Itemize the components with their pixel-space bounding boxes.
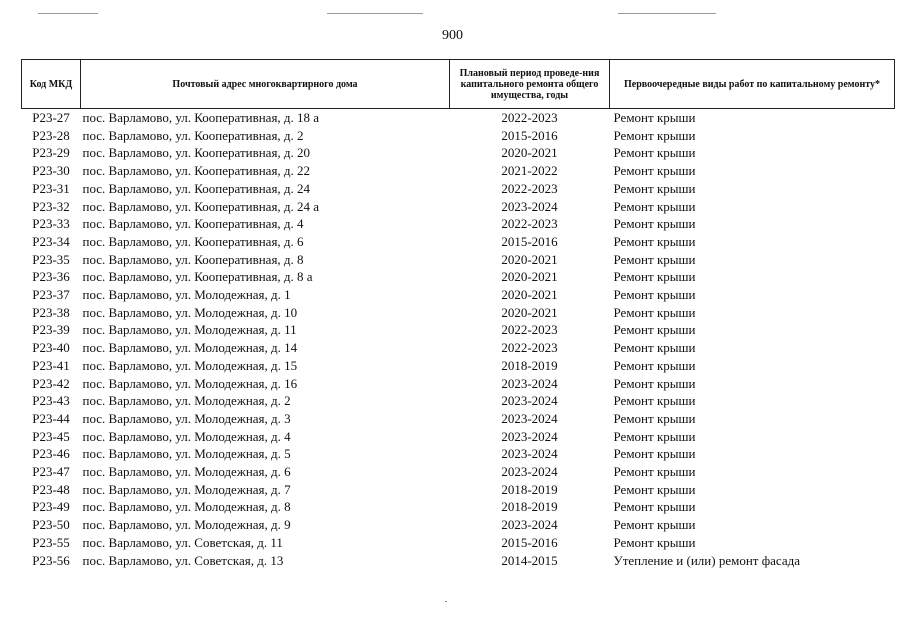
cell-work: Ремонт крыши	[613, 198, 696, 214]
cell-work: Ремонт крыши	[613, 446, 696, 462]
repair-schedule-table-wrapper	[21, 59, 894, 569]
cell-code: Р23-41	[32, 357, 70, 373]
table-row	[22, 516, 895, 534]
header-work: Первоочередные виды работ по капитальному ремонту*	[610, 60, 895, 109]
cell-period: 2020-2021	[501, 145, 558, 161]
cell-work: Ремонт крыши	[613, 145, 696, 161]
cell-period: 2023-2024	[501, 464, 558, 480]
cell-address: пос. Варламово, ул. Молодежная, д. 15	[82, 357, 298, 373]
cell-work: Ремонт крыши	[613, 375, 696, 391]
table-row	[22, 357, 895, 375]
cell-code: Р23-35	[32, 251, 70, 267]
cell-address: пос. Варламово, ул. Советская, д. 13	[82, 552, 284, 568]
table-row	[22, 127, 895, 145]
cell-address: пос. Варламово, ул. Молодежная, д. 6	[82, 464, 291, 480]
table-row	[22, 144, 895, 162]
cell-code: Р23-40	[32, 340, 70, 356]
cell-work: Ремонт крыши	[613, 464, 696, 480]
cell-address: пос. Варламово, ул. Кооперативная, д. 6	[82, 233, 304, 249]
cell-work: Ремонт крыши	[613, 357, 696, 373]
cell-code: Р23-44	[32, 410, 70, 426]
cell-code: Р23-36	[32, 269, 70, 285]
scan-artifact-right	[618, 13, 716, 14]
cell-code: Р23-31	[32, 180, 70, 196]
cell-work: Ремонт крыши	[613, 216, 696, 232]
table-row	[22, 445, 895, 463]
cell-address: пос. Варламово, ул. Кооперативная, д. 22	[82, 163, 311, 179]
cell-work: Ремонт крыши	[613, 287, 696, 303]
cell-work: Ремонт крыши	[613, 251, 696, 267]
cell-period: 2015-2016	[501, 534, 558, 550]
cell-work: Ремонт крыши	[613, 481, 696, 497]
cell-code: Р23-30	[32, 163, 70, 179]
cell-period: 2020-2021	[501, 287, 558, 303]
table-header	[22, 60, 895, 109]
header-address: Почтовый адрес многоквартирного дома	[81, 60, 450, 109]
cell-period: 2023-2024	[501, 428, 558, 444]
cell-period: 2014-2015	[501, 552, 558, 568]
table-row	[22, 481, 895, 499]
table-row	[22, 233, 895, 251]
cell-code: Р23-39	[32, 322, 70, 338]
cell-address: пос. Варламово, ул. Кооперативная, д. 4	[82, 216, 304, 232]
cell-address: пос. Варламово, ул. Кооперативная, д. 18 а	[82, 110, 320, 125]
cell-code: Р23-48	[32, 481, 70, 497]
cell-address: пос. Варламово, ул. Молодежная, д. 10	[82, 304, 298, 320]
cell-code: Р23-56	[32, 552, 70, 568]
cell-code: Р23-34	[32, 233, 70, 249]
cell-work: Ремонт крыши	[613, 269, 696, 285]
cell-code: Р23-50	[32, 517, 70, 533]
cell-period: 2018-2019	[501, 357, 558, 373]
cell-work: Утепление и (или) ремонт фасада	[613, 552, 800, 568]
header-period: Плановый период проведе-ния капитального ремонта общего имущества, годы	[450, 60, 610, 109]
cell-work: Ремонт крыши	[613, 233, 696, 249]
cell-address: пос. Варламово, ул. Молодежная, д. 2	[82, 393, 291, 409]
cell-period: 2020-2021	[501, 269, 558, 285]
cell-address: пос. Варламово, ул. Молодежная, д. 16	[82, 375, 298, 391]
table-body	[22, 109, 895, 570]
cell-period: 2020-2021	[501, 251, 558, 267]
scan-artifact-lines	[0, 13, 905, 15]
cell-code: Р23-33	[32, 216, 70, 232]
cell-work: Ремонт крыши	[613, 304, 696, 320]
cell-code: Р23-55	[32, 534, 70, 550]
table-row	[22, 375, 895, 393]
table-row	[22, 198, 895, 216]
cell-work: Ремонт крыши	[613, 428, 696, 444]
cell-period: 2022-2023	[501, 180, 558, 196]
cell-code: Р23-38	[32, 304, 70, 320]
table-row	[22, 498, 895, 516]
cell-address: пос. Варламово, ул. Молодежная, д. 14	[82, 340, 298, 356]
cell-address: пос. Варламово, ул. Советская, д. 11	[82, 534, 283, 550]
table-row	[22, 251, 895, 269]
table-row	[22, 304, 895, 322]
header-code: Код МКД	[22, 60, 81, 109]
cell-code: Р23-43	[32, 393, 70, 409]
cell-period: 2023-2024	[501, 393, 558, 409]
cell-work: Ремонт крыши	[613, 410, 696, 426]
cell-code: Р23-46	[32, 446, 70, 462]
repair-schedule-table	[21, 59, 895, 569]
cell-work: Ремонт крыши	[613, 517, 696, 533]
cell-period: 2022-2023	[501, 340, 558, 356]
cell-address: пос. Варламово, ул. Молодежная, д. 7	[82, 481, 291, 497]
cell-period: 2022-2023	[501, 216, 558, 232]
cell-address: пос. Варламово, ул. Кооперативная, д. 24	[82, 180, 311, 196]
cell-code: Р23-45	[32, 428, 70, 444]
table-row	[22, 463, 895, 481]
cell-period: 2023-2024	[501, 517, 558, 533]
cell-period: 2021-2022	[501, 163, 558, 179]
cell-code: Р23-32	[32, 198, 70, 214]
cell-address: пос. Варламово, ул. Кооперативная, д. 24 а	[82, 198, 320, 214]
cell-work: Ремонт крыши	[613, 393, 696, 409]
cell-work: Ремонт крыши	[613, 499, 696, 515]
table-row	[22, 286, 895, 304]
cell-period: 2022-2023	[501, 322, 558, 338]
cell-period: 2022-2023	[501, 110, 558, 125]
table-row	[22, 180, 895, 198]
cell-address: пос. Варламово, ул. Кооперативная, д. 20	[82, 145, 311, 161]
cell-period: 2023-2024	[501, 410, 558, 426]
table-row	[22, 339, 895, 357]
cell-period: 2018-2019	[501, 481, 558, 497]
cell-work: Ремонт крыши	[613, 534, 696, 550]
cell-address: пос. Варламово, ул. Молодежная, д. 11	[82, 322, 297, 338]
table-row	[22, 109, 895, 127]
cell-address: пос. Варламово, ул. Кооперативная, д. 2	[82, 127, 304, 143]
cell-code: Р23-42	[32, 375, 70, 391]
cell-period: 2015-2016	[501, 127, 558, 143]
table-row	[22, 534, 895, 552]
cell-period: 2015-2016	[501, 233, 558, 249]
cell-period: 2020-2021	[501, 304, 558, 320]
cell-code: Р23-49	[32, 499, 70, 515]
cell-address: пос. Варламово, ул. Молодежная, д. 9	[82, 517, 291, 533]
cell-code: Р23-29	[32, 145, 70, 161]
cell-address: пос. Варламово, ул. Кооперативная, д. 8	[82, 251, 304, 267]
cell-address: пос. Варламово, ул. Кооперативная, д. 8 а	[82, 269, 313, 285]
table-row	[22, 410, 895, 428]
cell-period: 2023-2024	[501, 375, 558, 391]
table-row	[22, 268, 895, 286]
cell-period: 2023-2024	[501, 198, 558, 214]
table-row	[22, 392, 895, 410]
cell-period: 2018-2019	[501, 499, 558, 515]
cell-work: Ремонт крыши	[613, 180, 696, 196]
cell-address: пос. Варламово, ул. Молодежная, д. 4	[82, 428, 291, 444]
scan-artifact-center	[327, 13, 423, 14]
cell-address: пос. Варламово, ул. Молодежная, д. 5	[82, 446, 291, 462]
cell-code: Р23-37	[32, 287, 70, 303]
cell-work: Ремонт крыши	[613, 322, 696, 338]
cell-work: Ремонт крыши	[613, 110, 696, 125]
scan-artifact-left	[38, 13, 98, 14]
cell-address: пос. Варламово, ул. Молодежная, д. 8	[82, 499, 291, 515]
page-number: 900	[442, 28, 463, 43]
cell-code: Р23-27	[32, 110, 70, 125]
scan-artifact-dot	[445, 601, 447, 602]
table-row	[22, 162, 895, 180]
cell-work: Ремонт крыши	[613, 127, 696, 143]
table-row	[22, 321, 895, 339]
cell-address: пос. Варламово, ул. Молодежная, д. 3	[82, 410, 291, 426]
cell-work: Ремонт крыши	[613, 340, 696, 356]
header-row	[22, 60, 895, 109]
cell-work: Ремонт крыши	[613, 163, 696, 179]
table-row	[22, 215, 895, 233]
cell-period: 2023-2024	[501, 446, 558, 462]
cell-address: пос. Варламово, ул. Молодежная, д. 1	[82, 287, 291, 303]
table-row	[22, 428, 895, 446]
cell-code: Р23-47	[32, 464, 70, 480]
table-row	[22, 552, 895, 570]
cell-code: Р23-28	[32, 127, 70, 143]
